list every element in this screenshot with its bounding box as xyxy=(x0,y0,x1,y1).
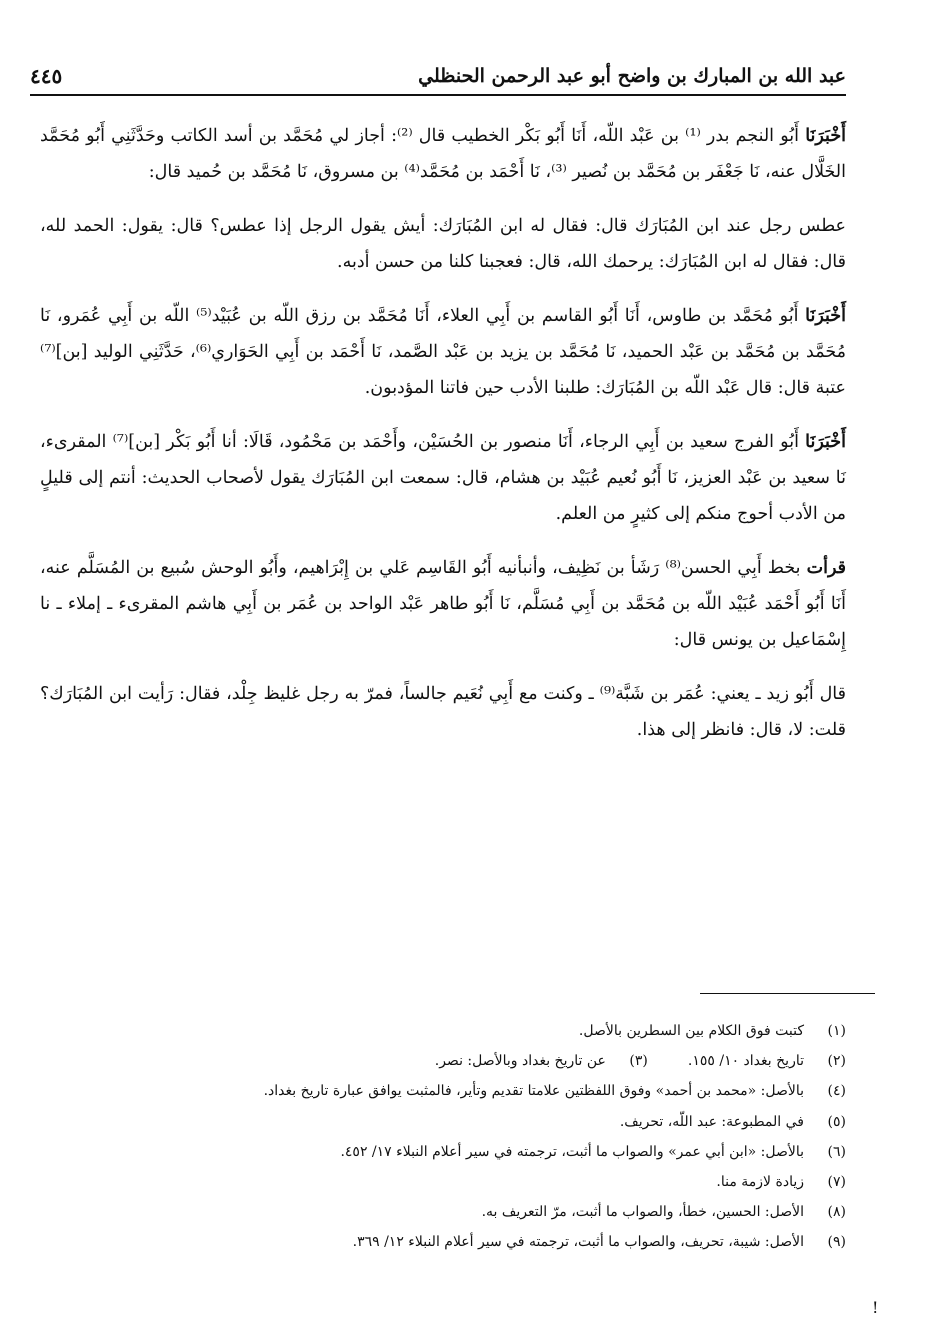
paragraph-text: بخط أَبِي الحسن⁽⁸⁾ رَشَأ بن نَظِيف، وأنبأنيه أَبُو القَاسِم عَلي بن إِبْرَاهيم، وأَبُو الوحش سُبيع بن المُسَلَّم عنه، أَنَا أَبُو أَحْمَد عُبَيْد اللّه بن مُحَمَّد بن أَبِي مُسَلَّم، نَا أَبُو طاهر عَبْد الواحد بن عُمَر بن أَبِي هاشم المقرىء ـ إملاء ـ نا إِسْمَاعيل بن يونس قال: xyxy=(40,558,846,650)
page-header xyxy=(30,58,846,96)
stray-print-mark: ! xyxy=(872,1298,879,1317)
footnotes xyxy=(130,1016,846,1258)
footnote-number: (٣) xyxy=(629,1053,648,1070)
footnote-text: الأصل: الحسين، خطأ، والصواب ما أثبت، مرّ التعريف به. xyxy=(481,1204,804,1221)
paragraph xyxy=(40,424,846,532)
footnote-number: (٢) xyxy=(827,1053,846,1070)
footnote xyxy=(130,1227,846,1257)
footnote xyxy=(130,1076,846,1106)
paragraph-text: أَبُو الفرج سعيد بن أَبِي الرجاء، أَنَا منصور بن الحُسَيْن، وأَحْمَد بن مَحْمُود، قَالَا: أنا أَبُو بَكْر [بن]⁽⁷⁾ المقرىء، نَا سعيد بن عَبْد العزيز، نَا أَبُو نُعيم عُبَيْد بن هشام، قال: سمعت ابن المُبَارَك يقول لأصحاب الحديث: أنتم إلى قليلٍ من الأدب أحوج منكم إلى كثيرٍ من العلم. xyxy=(40,432,846,524)
footnote xyxy=(130,1167,846,1197)
footnote xyxy=(130,1107,846,1137)
footnote xyxy=(130,1197,846,1227)
footnote-number: (٥) xyxy=(827,1113,846,1130)
paragraph-lead-word: أَخْبَرَنَا xyxy=(805,432,846,452)
paragraph-lead-word: أَخْبَرَنَا xyxy=(805,126,847,146)
paragraph xyxy=(40,208,846,280)
running-title: عبد الله بن المبارك بن واضح أبو عبد الرحمن الحنظلي xyxy=(418,65,846,87)
paragraph-text: أَبُو النجم بدر ⁽¹⁾ بن عَبْد اللّه، أَنَا أَبُو بَكْر الخطيب قال ⁽²⁾: أجاز لي مُحَمَّد بن أسد الكاتب وحَدَّثَنِي أَبُو مُحَمَّد الخَلَّال عنه، نَا جَعْفَر بن مُحَمَّد بن نُصير ⁽³⁾، نَا أَحْمَد بن مُحَمَّد⁽⁴⁾ بن مسروق، نَا مُحَمَّد بن حُميد قال: xyxy=(40,126,846,182)
footnote-number: (٦) xyxy=(827,1143,846,1160)
footnote xyxy=(130,1046,846,1076)
footnote-number: (٤) xyxy=(827,1083,846,1100)
paragraph-text: قال أَبُو زيد ـ يعني: عُمَر بن شَبَّة⁽⁹⁾ ـ وكنت مع أَبِي نُعَيم جالساً، فمرّ به رجل غليظ جِلْد، فقال: رَأيت ابن المُبَارَك؟ قلت: لا، قال: فانظر إلى هذا. xyxy=(40,684,846,740)
paragraph xyxy=(40,676,846,748)
footnote-number: (٧) xyxy=(827,1174,846,1191)
footnote-text: تاريخ بغداد ١٠/ ١٥٥. xyxy=(687,1053,804,1070)
footnote xyxy=(130,1016,846,1046)
footnote-separator xyxy=(700,993,875,994)
footnote-text: في المطبوعة: عبد اللّه، تحريف. xyxy=(619,1113,804,1130)
footnote-number: (١) xyxy=(827,1023,846,1039)
footnote xyxy=(130,1137,846,1167)
paragraph-text: أَبُو مُحَمَّد بن طاوس، أَنَا أَبُو القاسم بن أَبِي العلاء، أَنَا مُحَمَّد بن رزق اللّه بن عُبَيْد⁽⁵⁾ اللّه بن أَبِي عُمَرو، نَا مُحَمَّد بن مُحَمَّد بن عَبْد الحميد، نَا مُحَمَّد بن يزيد بن عَبْد الصَّمد، نَا أَحْمَد بن أَبِي الحَوَاري⁽⁶⁾، حَدَّثَنِي الوليد [بن]⁽⁷⁾ عتبة قال: قال عَبْد اللّه بن المُبَارَك: طلبنا الأدب حين فاتنا المؤدبون. xyxy=(40,306,846,398)
paragraph xyxy=(40,118,846,190)
paragraph-lead-word: أَخْبَرَنَا xyxy=(805,306,846,326)
footnote-text: بالأصل: «محمد بن أحمد» وفوق اللفظتين علامتا تقديم وتأير، فالمثبت يوافق عبارة تاريخ بغداد. xyxy=(263,1083,804,1100)
footnote-text: الأصل: شيبة، تحريف، والصواب ما أثبت، ترجمته في سير أعلام النبلاء ١٢/ ٣٦٩. xyxy=(352,1234,804,1251)
footnote-text: بالأصل: «ابن أبي عمر» والصواب ما أثبت، ترجمته في سير أعلام النبلاء ١٧/ ٤٥٢. xyxy=(340,1143,804,1160)
paragraph xyxy=(40,298,846,406)
footnote-text: كتبت فوق الكلام بين السطرين بالأصل. xyxy=(578,1023,804,1039)
paragraph-lead-word: قرأت xyxy=(806,558,846,578)
footnote-text: عن تاريخ بغداد وبالأصل: نصر. xyxy=(434,1053,606,1070)
paragraph xyxy=(40,550,846,658)
main-text xyxy=(40,118,846,766)
page-number: ٤٤٥ xyxy=(30,64,63,88)
footnote-number: (٨) xyxy=(827,1204,846,1221)
footnote-text: زيادة لازمة منا. xyxy=(716,1174,804,1191)
footnote-number: (٩) xyxy=(827,1234,846,1251)
paragraph-text: عطس رجل عند ابن المُبَارَك قال: فقال له ابن المُبَارَك: أيش يقول الرجل إذا عطس؟ قال: يقول: الحمد لله، قال: فقال له ابن المُبَارَك: يرحمك الله، قال: فعجبنا كلنا من حسن أدبه. xyxy=(40,216,846,272)
